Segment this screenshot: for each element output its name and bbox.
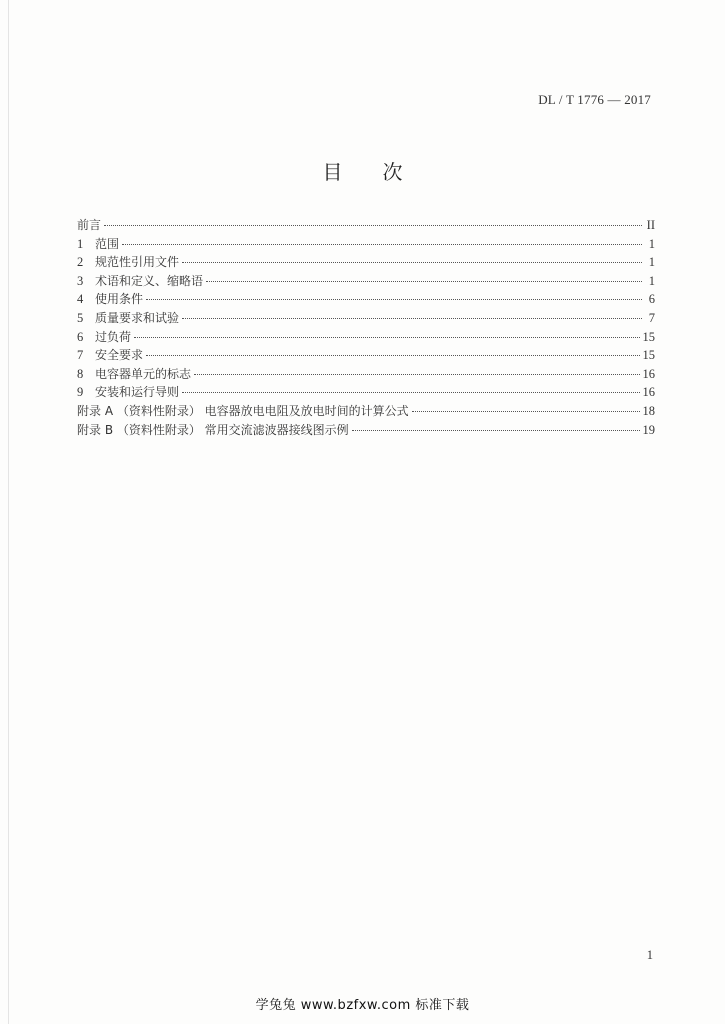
toc-entry-page: 15 xyxy=(642,329,655,344)
toc-entry-page: II xyxy=(646,218,655,232)
toc-entry[interactable] xyxy=(77,235,655,254)
toc-entry-number: 4 xyxy=(77,292,84,307)
toc-entry-label: 使用条件 xyxy=(95,292,144,307)
toc-entry-page: 6 xyxy=(648,292,655,307)
toc-dot-leader xyxy=(412,411,640,412)
toc-entry-number: 3 xyxy=(77,273,84,288)
toc-dot-leader xyxy=(134,337,639,338)
toc-entry[interactable] xyxy=(77,383,655,402)
toc-entry[interactable] xyxy=(77,346,655,365)
toc-entry-number: 2 xyxy=(77,255,84,270)
toc-entry-number: 5 xyxy=(77,310,84,325)
toc-entry-number: 1 xyxy=(77,236,84,251)
toc-entry-label: 安装和运行导则 xyxy=(95,385,180,400)
toc-entry-number: 8 xyxy=(77,366,84,381)
toc-entry[interactable] xyxy=(77,253,655,272)
toc-dot-leader xyxy=(182,262,642,263)
toc-entry-label: 术语和定义、缩略语 xyxy=(95,273,204,288)
toc-entry[interactable] xyxy=(77,365,655,384)
toc-entry-label: 安全要求 xyxy=(95,348,144,363)
toc-entry-label: 附录 A （资料性附录） 电容器放电电阻及放电时间的计算公式 xyxy=(77,403,409,418)
toc-entry[interactable] xyxy=(77,216,655,235)
toc-dot-leader xyxy=(206,281,642,282)
toc-dot-leader xyxy=(182,318,642,319)
toc-entry-page: 15 xyxy=(642,348,655,363)
standard-code: DL / T 1776 — 2017 xyxy=(538,92,651,107)
toc-dot-leader xyxy=(146,299,642,300)
scan-edge-line xyxy=(8,0,9,1024)
toc-entry-label: 过负荷 xyxy=(95,329,132,344)
toc-dot-leader xyxy=(194,374,639,375)
page-title: 目次 xyxy=(322,160,443,184)
toc-entry-number: 7 xyxy=(77,348,84,363)
toc-dot-leader xyxy=(182,392,639,393)
toc-entry-label: 电容器单元的标志 xyxy=(95,366,192,381)
toc-dot-leader xyxy=(104,225,642,226)
footer-watermark: 学兔兔 www.bzfxw.com 标准下载 xyxy=(255,998,470,1013)
toc-entry-page: 1 xyxy=(648,236,655,251)
toc-entry-page: 7 xyxy=(648,310,655,325)
toc-entry-label: 质量要求和试验 xyxy=(95,310,180,325)
toc-entry[interactable] xyxy=(77,290,655,309)
toc-entry-label: 规范性引用文件 xyxy=(95,255,180,270)
toc-entry[interactable] xyxy=(77,328,655,347)
toc-entry[interactable] xyxy=(77,421,655,440)
table-of-contents xyxy=(77,216,655,439)
toc-entry-page: 16 xyxy=(642,366,655,381)
toc-entry-page: 19 xyxy=(642,422,655,437)
toc-entry-label: 范围 xyxy=(95,236,120,251)
toc-entry-page: 1 xyxy=(648,273,655,288)
toc-entry-number: 9 xyxy=(77,385,84,400)
toc-entry[interactable] xyxy=(77,402,655,421)
toc-entry[interactable] xyxy=(77,309,655,328)
toc-entry-label: 附录 B （资料性附录） 常用交流滤波器接线图示例 xyxy=(77,422,349,437)
toc-dot-leader xyxy=(122,244,642,245)
toc-entry[interactable] xyxy=(77,272,655,291)
toc-entry-page: 1 xyxy=(648,255,655,270)
toc-dot-leader xyxy=(146,355,639,356)
toc-entry-page: 16 xyxy=(642,385,655,400)
toc-entry-page: 18 xyxy=(642,403,655,418)
toc-entry-label: 前言 xyxy=(77,218,102,232)
toc-dot-leader xyxy=(352,430,640,431)
toc-entry-number: 6 xyxy=(77,329,84,344)
page-number: 1 xyxy=(646,948,653,962)
